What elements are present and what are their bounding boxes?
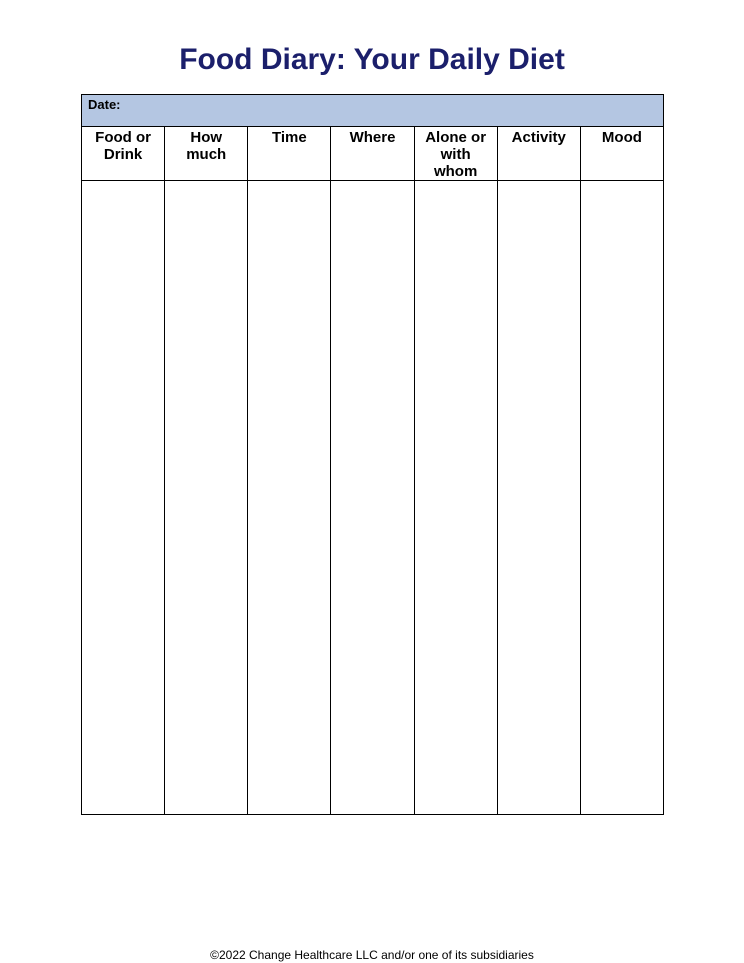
where-cell[interactable] [331, 181, 414, 815]
column-header-how-much: How much [165, 127, 248, 181]
column-header-time: Time [248, 127, 331, 181]
column-header-activity: Activity [497, 127, 580, 181]
mood-cell[interactable] [580, 181, 663, 815]
copyright-footer: ©2022 Change Healthcare LLC and/or one of its subsidiaries [210, 948, 534, 962]
column-header-alone-or-with-whom: Alone or with whom [414, 127, 497, 181]
date-label: Date: [88, 97, 121, 112]
entry-row [82, 181, 664, 815]
activity-cell[interactable] [497, 181, 580, 815]
page-title: Food Diary: Your Daily Diet [179, 43, 565, 76]
column-header-mood: Mood [580, 127, 663, 181]
column-header-food-or-drink: Food or Drink [82, 127, 165, 181]
how-much-cell[interactable] [165, 181, 248, 815]
date-field[interactable] [82, 95, 664, 127]
time-cell[interactable] [248, 181, 331, 815]
column-header-where: Where [331, 127, 414, 181]
food-or-drink-cell[interactable] [82, 181, 165, 815]
food-diary-table [81, 94, 664, 815]
alone-or-with-whom-cell[interactable] [414, 181, 497, 815]
column-header-row [82, 127, 664, 181]
date-row [82, 95, 664, 127]
